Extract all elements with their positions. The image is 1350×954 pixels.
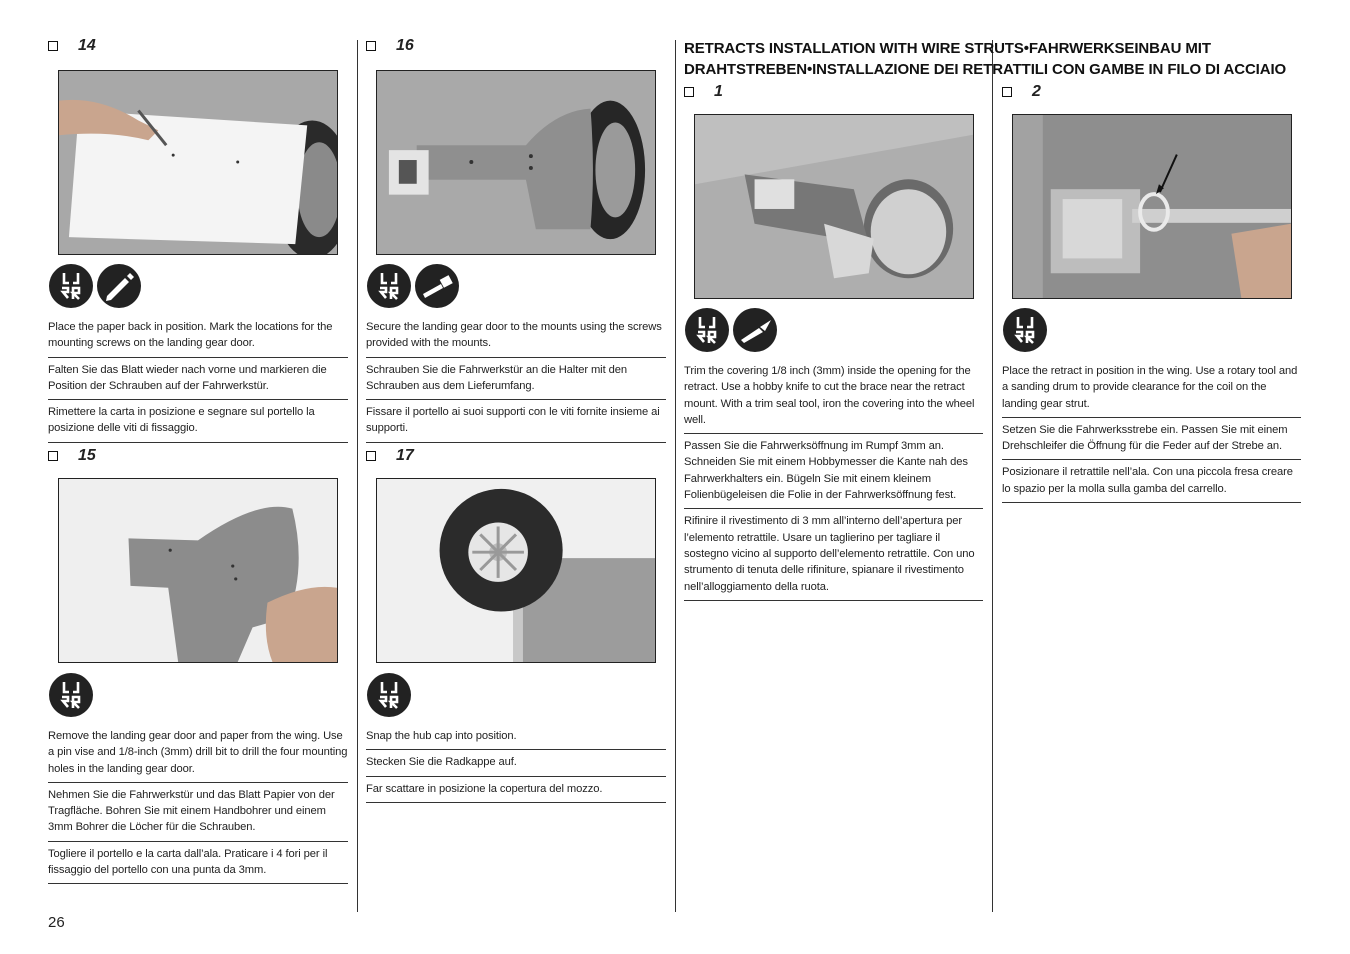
column-divider	[357, 40, 358, 912]
step-1	[684, 82, 984, 104]
step-17	[366, 446, 666, 468]
checkbox[interactable]	[1002, 87, 1012, 97]
step-header	[366, 36, 666, 58]
instruction-italian: Far scattare in posizione la copertura del mozzo.	[366, 777, 666, 803]
instruction-german: Falten Sie das Blatt wieder nach vorne und markieren die Position der Schrauben auf der Fahrwerkstür.	[48, 358, 348, 401]
step-2-instructions	[1002, 359, 1301, 503]
checkbox[interactable]	[48, 451, 58, 461]
instruction-italian: Rimettere la carta in posizione e segnare sul portello la posizione delle viti di fissaggio.	[48, 400, 348, 443]
instruction-german: Nehmen Sie die Fahrwerkstür und das Blatt Papier von der Tragfläche. Bohren Sie mit einem Handbohrer und einem 3mm Bohrer die Löcher für die Schrauben.	[48, 783, 348, 842]
checkbox[interactable]	[366, 451, 376, 461]
instruction-italian: Fissare il portello ai suoi supporti con le viti fornite insieme ai supporti.	[366, 400, 666, 443]
screw-pattern-icon	[1003, 308, 1047, 352]
instruction-german: Passen Sie die Fahrwerksöffnung im Rumpf 3mm an. Schneiden Sie mit einem Hobbymesser die Kante nah des Fahrwerkhalters ein. Bügeln Sie mit einem kleinem Folienbügeleisen die Folie in der Fahrwerksöffnung fest.	[684, 434, 983, 509]
instruction-german: Schrauben Sie die Fahrwerkstür an die Halter mit den Schrauben aus dem Lieferumfang.	[366, 358, 666, 401]
step-number: 15	[78, 447, 96, 464]
screw-pattern-icon	[49, 264, 93, 308]
step-17-photo	[376, 478, 656, 663]
step-17-instructions	[366, 724, 666, 803]
step-14-photo	[58, 70, 338, 255]
screwdriver-icon	[415, 264, 459, 308]
step-14	[48, 36, 348, 58]
hobby-knife-icon	[733, 308, 777, 352]
instruction-english: Remove the landing gear door and paper from the wing. Use a pin vise and 1/8-inch (3mm) drill bit to drill the four mounting holes in the landing gear door.	[48, 724, 348, 783]
step-15-instructions	[48, 724, 348, 884]
step-1-instructions	[684, 359, 983, 601]
column-divider	[675, 40, 676, 912]
step-number: 1	[714, 83, 723, 100]
instruction-german: Stecken Sie die Radkappe auf.	[366, 750, 666, 776]
step-header	[48, 446, 348, 468]
step-14-instructions	[48, 315, 348, 443]
step-header	[1002, 82, 1302, 104]
column-divider	[992, 40, 993, 912]
step-16	[366, 36, 666, 58]
instruction-english: Trim the covering 1/8 inch (3mm) inside the opening for the retract. Use a hobby knife to cut the brace near the retract mount. With a trim seal tool, iron the covering into the wheel well.	[684, 359, 983, 434]
instruction-english: Snap the hub cap into position.	[366, 724, 666, 750]
step-1-photo	[694, 114, 974, 299]
instruction-italian: Rifinire il rivestimento di 3 mm all’interno dell’apertura per l’elemento retrattile. Usare un taglierino per tagliare il sostegno vicino al supporto dell’elemento retrattile. Con uno strumento di tenuta delle rifiniture, spianare il rivestimento nell’alloggiamento della ruota.	[684, 509, 983, 600]
step-15	[48, 446, 348, 468]
instruction-italian: Togliere il portello e la carta dall’ala. Praticare i 4 fori per il fissaggio del portello con una punta da 3mm.	[48, 842, 348, 885]
instruction-italian: Posizionare il retrattile nell’ala. Con una piccola fresa creare lo spazio per la molla sulla gamba del carrello.	[1002, 460, 1301, 503]
screw-pattern-icon	[367, 673, 411, 717]
step-16-instructions	[366, 315, 666, 443]
step-16-photo	[376, 70, 656, 255]
step-number: 2	[1032, 83, 1041, 100]
step-header	[684, 82, 984, 104]
screw-pattern-icon	[49, 673, 93, 717]
instruction-english: Place the retract in position in the wing. Use a rotary tool and a sanding drum to provide clearance for the coil on the landing gear strut.	[1002, 359, 1301, 418]
checkbox[interactable]	[366, 41, 376, 51]
screw-pattern-icon	[367, 264, 411, 308]
page-number: 26	[48, 914, 65, 931]
screw-pattern-icon	[685, 308, 729, 352]
step-header	[366, 446, 666, 468]
instruction-english: Secure the landing gear door to the mounts using the screws provided with the mounts.	[366, 315, 666, 358]
section-title: RETRACTS INSTALLATION WITH WIRE STRUTS•FAHRWERKSEINBAU MIT DRAHTSTREBEN•INSTALLAZIONE DEI RETRATTILI CON GAMBE IN FILO DI ACCIAIO	[684, 40, 1287, 78]
step-number: 16	[396, 37, 414, 54]
step-header	[48, 36, 348, 58]
step-number: 14	[78, 37, 96, 54]
checkbox[interactable]	[48, 41, 58, 51]
instruction-english: Place the paper back in position. Mark the locations for the mounting screws on the landing gear door.	[48, 315, 348, 358]
instruction-german: Setzen Sie die Fahrwerksstrebe ein. Passen Sie mit einem Drehschleifer die Öffnung für die Feder auf der Strebe an.	[1002, 418, 1301, 461]
step-15-photo	[58, 478, 338, 663]
checkbox[interactable]	[684, 87, 694, 97]
step-2-photo	[1012, 114, 1292, 299]
step-number: 17	[396, 447, 414, 464]
step-2	[1002, 82, 1302, 104]
pencil-icon	[97, 264, 141, 308]
